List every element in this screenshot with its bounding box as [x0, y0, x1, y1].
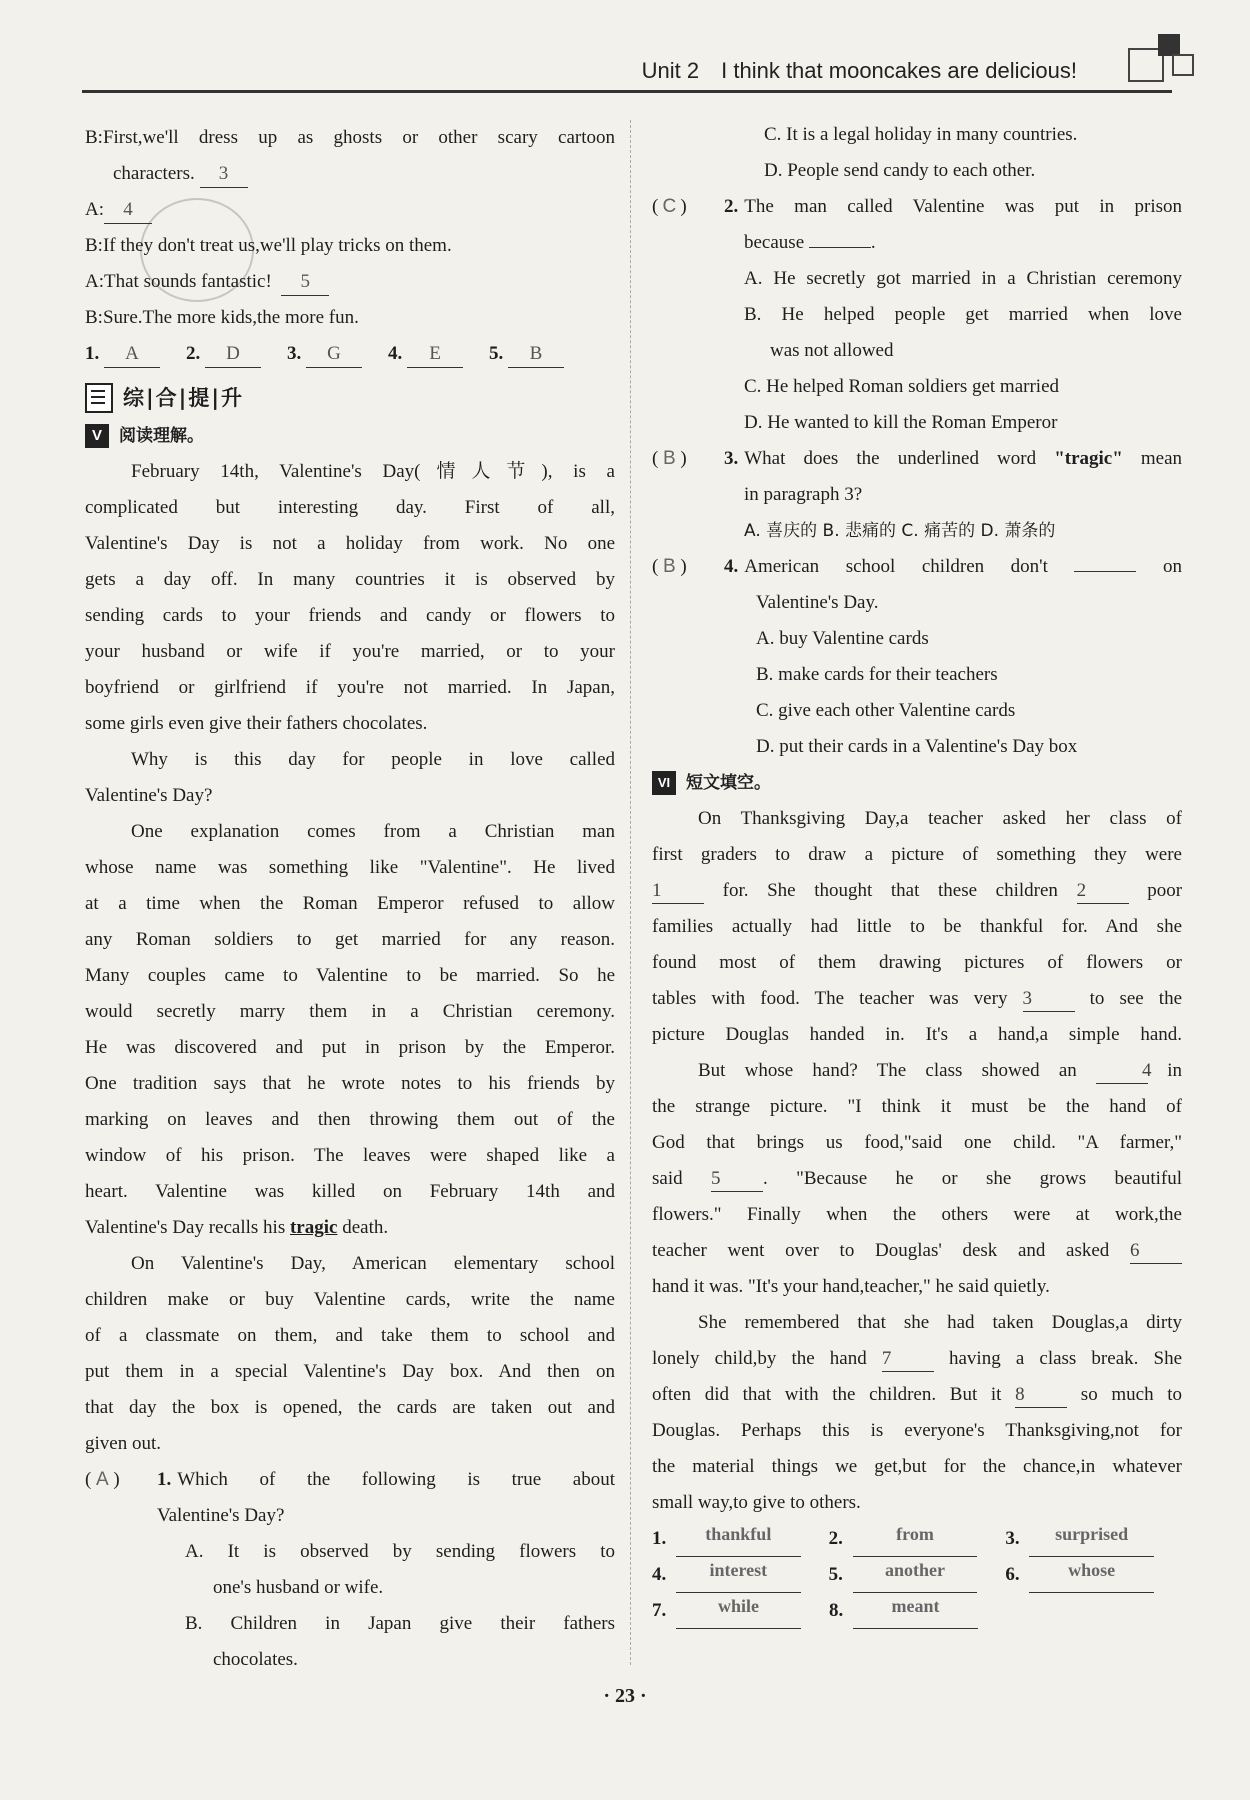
- fill-blank: [809, 247, 871, 248]
- cloze-line: hand it was. "It's your hand,teacher," he said quietly.: [652, 1276, 1050, 1297]
- option-line: one's husband or wife.: [213, 1577, 384, 1598]
- question-stem: 1. Which of the following is true about: [157, 1469, 615, 1490]
- dialogue-answer-row: [85, 336, 615, 372]
- cloze-answer-row: [652, 1557, 1182, 1593]
- answer-num: 4.: [652, 1564, 667, 1585]
- header-filled-square-icon: [1158, 34, 1180, 56]
- cloze-blank: 6: [1130, 1239, 1182, 1264]
- question-answer: C: [662, 196, 677, 217]
- underlined-word: tragic: [289, 1217, 338, 1238]
- header-title: [642, 58, 1077, 84]
- reading-title: 阅读理解。: [119, 426, 204, 446]
- header-small-square-icon: [1172, 54, 1194, 76]
- answer-num: 8.: [829, 1600, 844, 1621]
- dialogue-line: B:First,we'll dress up as ghosts or other scary cartoon: [85, 127, 615, 148]
- passage-line: children make or buy Valentine cards, write the name: [85, 1289, 615, 1310]
- cloze-blank: 7: [882, 1347, 934, 1372]
- passage-line: Why is this day for people in love called: [131, 749, 615, 770]
- passage-line: that day the box is opened, the cards are taken out and: [85, 1397, 615, 1418]
- answer-value: surprised: [1029, 1521, 1154, 1557]
- dialogue-blank: 4: [104, 197, 152, 224]
- dialogue-line: [85, 192, 615, 228]
- unit-title: I think that mooncakes are delicious!: [721, 58, 1077, 83]
- option-line: D. put their cards in a Valentine's Day box: [756, 736, 1078, 757]
- cloze-line: flowers." Finally when the others were at work,the: [652, 1204, 1182, 1225]
- unit-label: Unit 2: [641, 58, 700, 83]
- cloze-blank: 8: [1015, 1383, 1067, 1408]
- passage-line: Valentine's Day?: [85, 785, 213, 806]
- answer-item: 5. B: [489, 336, 564, 372]
- question-stem: 4. American school children don't on: [724, 556, 1183, 577]
- passage-line: One tradition says that he wrote notes to his friends by: [85, 1073, 615, 1094]
- answer-value: another: [853, 1557, 978, 1593]
- question-answer: B: [662, 448, 676, 469]
- cloze-line: She remembered that she had taken Douglas,a dirty: [698, 1312, 1182, 1333]
- right-column: [652, 117, 1182, 1629]
- answer-paren: ( B ): [652, 441, 724, 477]
- cloze-blank: 4: [1096, 1059, 1148, 1084]
- answer-num: 7.: [652, 1600, 667, 1621]
- reading-header: [85, 418, 615, 454]
- cloze-line: the material things we get,but for the chance,in whatever: [652, 1456, 1182, 1477]
- fill-blank: [1074, 571, 1136, 572]
- passage-line: One explanation comes from a Christian man: [131, 821, 615, 842]
- cloze-header: [652, 765, 1182, 801]
- passage-line: Many couples came to Valentine to be married. So he: [85, 965, 615, 986]
- dialogue-text: A:: [85, 199, 104, 220]
- cloze-passage: [652, 801, 1182, 1521]
- left-column: [85, 120, 615, 1678]
- option-line: was not allowed: [770, 340, 894, 361]
- passage-line: sending cards to your friends and candy or flowers to: [85, 605, 615, 626]
- answer-value: meant: [853, 1593, 978, 1629]
- answer-num: 3.: [1005, 1528, 1020, 1549]
- answer-value: G: [306, 341, 362, 368]
- passage-line: heart. Valentine was killed on February 14th and: [85, 1181, 615, 1202]
- question-3: [652, 441, 1182, 477]
- cloze-line: lonely child,by the hand 7 having a class break. She: [652, 1341, 1182, 1377]
- cloze-line: God that brings us food,"said one child. "A farmer,": [652, 1132, 1182, 1153]
- dialogue-text: characters.: [113, 163, 195, 184]
- section-badge: VI: [652, 771, 676, 795]
- passage-line: at a time when the Roman Emperor refused to allow: [85, 893, 615, 914]
- passage-line: given out.: [85, 1433, 161, 1454]
- cloze-title: 短文填空。: [686, 773, 771, 793]
- answer-num: 5.: [828, 1564, 843, 1585]
- answer-value: whose: [1029, 1557, 1154, 1593]
- question-stem: 2. The man called Valentine was put in prison: [724, 196, 1182, 217]
- cloze-line: On Thanksgiving Day,a teacher asked her class of: [698, 808, 1182, 829]
- cloze-answer-row: [652, 1593, 1182, 1629]
- cloze-line: families actually had little to be thankful for. And she: [652, 916, 1182, 937]
- passage-line: Valentine's Day recalls his tragic death.: [85, 1217, 389, 1238]
- question-answer: A: [95, 1469, 109, 1490]
- option-line: B. make cards for their teachers: [756, 664, 998, 685]
- answer-value: interest: [676, 1557, 801, 1593]
- passage-line: of a classmate on them, and take them to school and: [85, 1325, 615, 1346]
- question-body: [724, 441, 1182, 477]
- answer-num: 6.: [1005, 1564, 1020, 1585]
- cloze-blank: 1: [652, 879, 704, 904]
- dialogue-line: B:If they don't treat us,we'll play tricks on them.: [85, 235, 452, 256]
- answer-num: 1.: [652, 1528, 667, 1549]
- option-line: C. He helped Roman soldiers get married: [744, 376, 1060, 397]
- dialogue-line: B:Sure.The more kids,the more fun.: [85, 307, 359, 328]
- answer-item: 4. E: [388, 336, 463, 372]
- answer-value: while: [676, 1593, 801, 1629]
- question-stem: 3. What does the underlined word "tragic" mean: [724, 448, 1183, 469]
- question-answer: B: [662, 556, 676, 577]
- cloze-line: small way,to give to others.: [652, 1492, 861, 1513]
- cloze-line: said 5 . "Because he or she grows beautiful: [652, 1161, 1182, 1197]
- page-header: [82, 50, 1172, 93]
- option-line: chocolates.: [213, 1649, 298, 1670]
- answer-item: 1. A: [85, 336, 160, 372]
- passage-line: On Valentine's Day, American elementary school: [131, 1253, 615, 1274]
- option-line: B. He helped people get married when love: [744, 304, 1182, 325]
- passage-line: whose name was something like "Valentine". He lived: [85, 857, 615, 878]
- option-line: C. It is a legal holiday in many countries.: [764, 124, 1078, 145]
- question-stem: Valentine's Day.: [756, 592, 879, 613]
- cloze-line: tables with food. The teacher was very 3 to see the: [652, 981, 1182, 1017]
- dialogue-text: A:That sounds fantastic!: [85, 271, 272, 292]
- passage-line: He was discovered and put in prison by the Emperor.: [85, 1037, 615, 1058]
- dialogue-blank: 5: [281, 269, 329, 296]
- answer-paren: ( C ): [652, 189, 724, 225]
- cloze-blank: 2: [1077, 879, 1129, 904]
- question-stem: Valentine's Day?: [157, 1505, 285, 1526]
- option-line: A. It is observed by sending flowers to: [185, 1541, 615, 1562]
- section-title: 综|合|提|升: [123, 386, 245, 410]
- answer-num: 2.: [828, 1528, 843, 1549]
- option-line: C. give each other Valentine cards: [756, 700, 1016, 721]
- passage-line: any Roman soldiers to get married for any reason.: [85, 929, 615, 950]
- passage-line: complicated but interesting day. First of all,: [85, 497, 615, 518]
- question-1: [85, 1462, 615, 1534]
- option-line: A. He secretly got married in a Christian ceremony: [744, 268, 1182, 289]
- notebook-icon: [85, 383, 113, 413]
- question-stem: because .: [744, 232, 876, 253]
- question-body: [157, 1462, 615, 1534]
- passage-line: February 14th, Valentine's Day(情人节), is a: [131, 461, 615, 482]
- section-header: [85, 378, 615, 418]
- reading-passage: [85, 454, 615, 1462]
- passage-line: Valentine's Day is not a holiday from work. No one: [85, 533, 615, 554]
- page-number: · 23 ·: [603, 1685, 647, 1707]
- passage-line: boyfriend or girlfriend if you're not married. In Japan,: [85, 677, 615, 698]
- option-line: A. 喜庆的 B. 悲痛的 C. 痛苦的 D. 萧条的: [744, 521, 1056, 541]
- cloze-blank: 3: [1023, 987, 1075, 1012]
- cloze-blank: 5: [711, 1167, 763, 1192]
- question-4: [652, 549, 1182, 585]
- answer-paren: ( B ): [652, 549, 724, 585]
- passage-line: gets a day off. In many countries it is observed by: [85, 569, 615, 590]
- question-body: [724, 549, 1182, 585]
- section-badge: V: [85, 424, 109, 448]
- answer-value: B: [508, 341, 564, 368]
- cloze-line: But whose hand? The class showed an 4 in: [652, 1053, 1182, 1089]
- passage-line: put them in a special Valentine's Day box. And then on: [85, 1361, 615, 1382]
- answer-value: from: [853, 1521, 978, 1557]
- cloze-line: found most of them drawing pictures of flowers or: [652, 952, 1182, 973]
- cloze-line: Douglas. Perhaps this is everyone's Thanksgiving,not for: [652, 1420, 1182, 1441]
- cloze-answer-row: [652, 1521, 1182, 1557]
- dialogue-line: [85, 156, 615, 192]
- answer-item: 3. G: [287, 336, 362, 372]
- option-line: A. buy Valentine cards: [756, 628, 929, 649]
- option-line: D. He wanted to kill the Roman Emperor: [744, 412, 1058, 433]
- question-2: [652, 189, 1182, 225]
- answer-value: thankful: [676, 1521, 801, 1557]
- passage-line: marking on leaves and then throwing them out of the: [85, 1109, 615, 1130]
- passage-line: would secretly marry them in a Christian ceremony.: [85, 1001, 615, 1022]
- cloze-line: the strange picture. "I think it must be the hand of: [652, 1096, 1182, 1117]
- answer-item: 2. D: [186, 336, 261, 372]
- column-divider: [630, 120, 631, 1665]
- option-line: B. Children in Japan give their fathers: [185, 1613, 615, 1634]
- cloze-line: teacher went over to Douglas' desk and asked 6: [652, 1233, 1182, 1269]
- option-line: D. People send candy to each other.: [764, 160, 1036, 181]
- cloze-line: picture Douglas handed in. It's a hand,a simple hand.: [652, 1024, 1182, 1045]
- answer-value: D: [205, 341, 261, 368]
- cloze-line: often did that with the children. But it 8 so much to: [652, 1377, 1182, 1413]
- cloze-line: 1 for. She thought that these children 2 poor: [652, 873, 1182, 909]
- answer-paren: ( A ): [85, 1462, 157, 1534]
- dialogue-line: [85, 264, 615, 300]
- answer-value: A: [104, 341, 160, 368]
- dialogue-blank: 3: [200, 161, 248, 188]
- question-body: [724, 189, 1182, 225]
- passage-line: some girls even give their fathers chocolates.: [85, 713, 428, 734]
- answer-value: E: [407, 341, 463, 368]
- cloze-line: first graders to draw a picture of something they were: [652, 844, 1182, 865]
- passage-line: window of his prison. The leaves were shaped like a: [85, 1145, 615, 1166]
- passage-line: your husband or wife if you're married, or to your: [85, 641, 615, 662]
- question-stem: in paragraph 3?: [744, 484, 863, 505]
